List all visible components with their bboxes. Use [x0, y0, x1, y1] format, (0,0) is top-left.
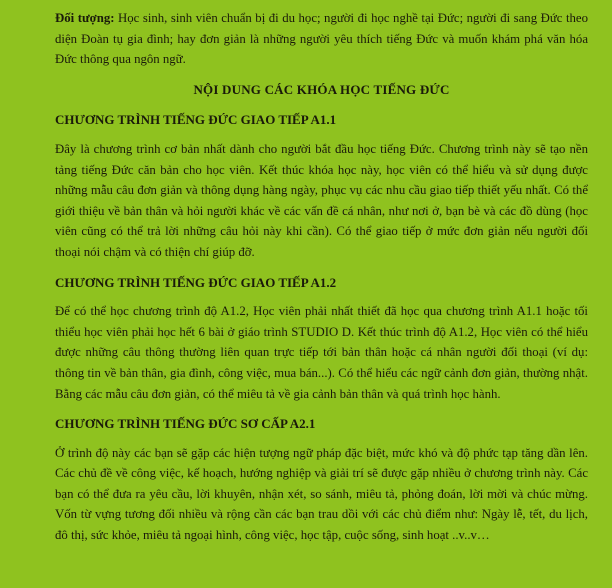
main-heading: NỘI DUNG CÁC KHÓA HỌC TIẾNG ĐỨC — [193, 81, 450, 97]
section-heading-a1-2: CHƯƠNG TRÌNH TIẾNG ĐỨC GIAO TIẾP A1.2 — [55, 274, 337, 290]
section-body-a1-1: Đây là chương trình cơ bản nhất dành cho người bắt đầu học tiếng Đức. Chương trình này sẽ tạo nền tảng tiếng Đức căn bản cho học viên. Kết thúc khóa học này, học viên có thể hiểu và sử dụng được những mẫu câu đơn giản và thông dụng hàng ngày, phục vụ các nhu cầu giao tiếp thiết yếu nhất. Có thể giới thiệu về bản thân và hỏi người khác về các vấn đề cá nhân, như nơi ở, bạn bè và các đồ dùng (học viên cũng có thể trả lời những câu hỏi này khi cần). Có thể giao tiếp ở mức đơn giản nếu người đối thoại nói chậm và có thiện chí giúp đỡ. — [55, 141, 588, 259]
section-heading-a2-1: CHƯƠNG TRÌNH TIẾNG ĐỨC SƠ CẤP A2.1 — [55, 416, 316, 432]
section-body-a2-1: Ở trình độ này các bạn sẽ gặp các hiện tượng ngữ pháp đặc biệt, mức khó và độ phức tạp tăng dần lên. Các chủ đề về công việc, kế hoạch, hướng nghiệp và giải trí sẽ được gặp nhiều ở chương trình này. Các bạn có thể đưa ra yêu cầu, lời khuyên, nhận xét, so sánh, miêu tả, phỏng đoán, lời mời và chúc mừng. Vốn từ vựng tương đối nhiều và rộng cần các bạn trau dồi với các chủ điểm như: Ngày lễ, tết, du lịch, đô thị, sức khỏe, miêu tả ngoại hình, công việc, học tập, cuộc sống, sinh hoạt ..v..v… — [55, 445, 588, 543]
section-heading-a1-1: CHƯƠNG TRÌNH TIẾNG ĐỨC GIAO TIẾP A1.1 — [55, 112, 337, 128]
intro-paragraph — [55, 8, 588, 70]
section-body-a1-2: Để có thể học chương trình độ A1.2, Học viên phải nhất thiết đã học qua chương trình A1.1 hoặc tối thiểu học viên phải học hết 6 bài ở giáo trình STUDIO D. Kết thúc trình độ A1.2, Học viên có thể hiểu được những câu thông thường liên quan trực tiếp tới bản thân hoặc cá nhân người đối thoại (ví dụ: thông tin về bản thân, gia đình, công việc, mua bán...). Có thể hiểu các ngữ cảnh đơn giản, thường nhật. Bằng các mẫu câu đơn giản, có thể miêu tả về gia cảnh bản thân và quá trình học hành. — [55, 304, 588, 401]
intro-label: Đối tượng: — [55, 11, 115, 25]
intro-text: Học sinh, sinh viên chuẩn bị đi du học; người đi học nghề tại Đức; người đi sang Đức theo diện Đoàn tụ gia đình; hay đơn giản là những người yêu thích tiếng Đức và muốn khám phá văn hóa Đức thông qua ngôn ngữ. — [55, 11, 588, 67]
